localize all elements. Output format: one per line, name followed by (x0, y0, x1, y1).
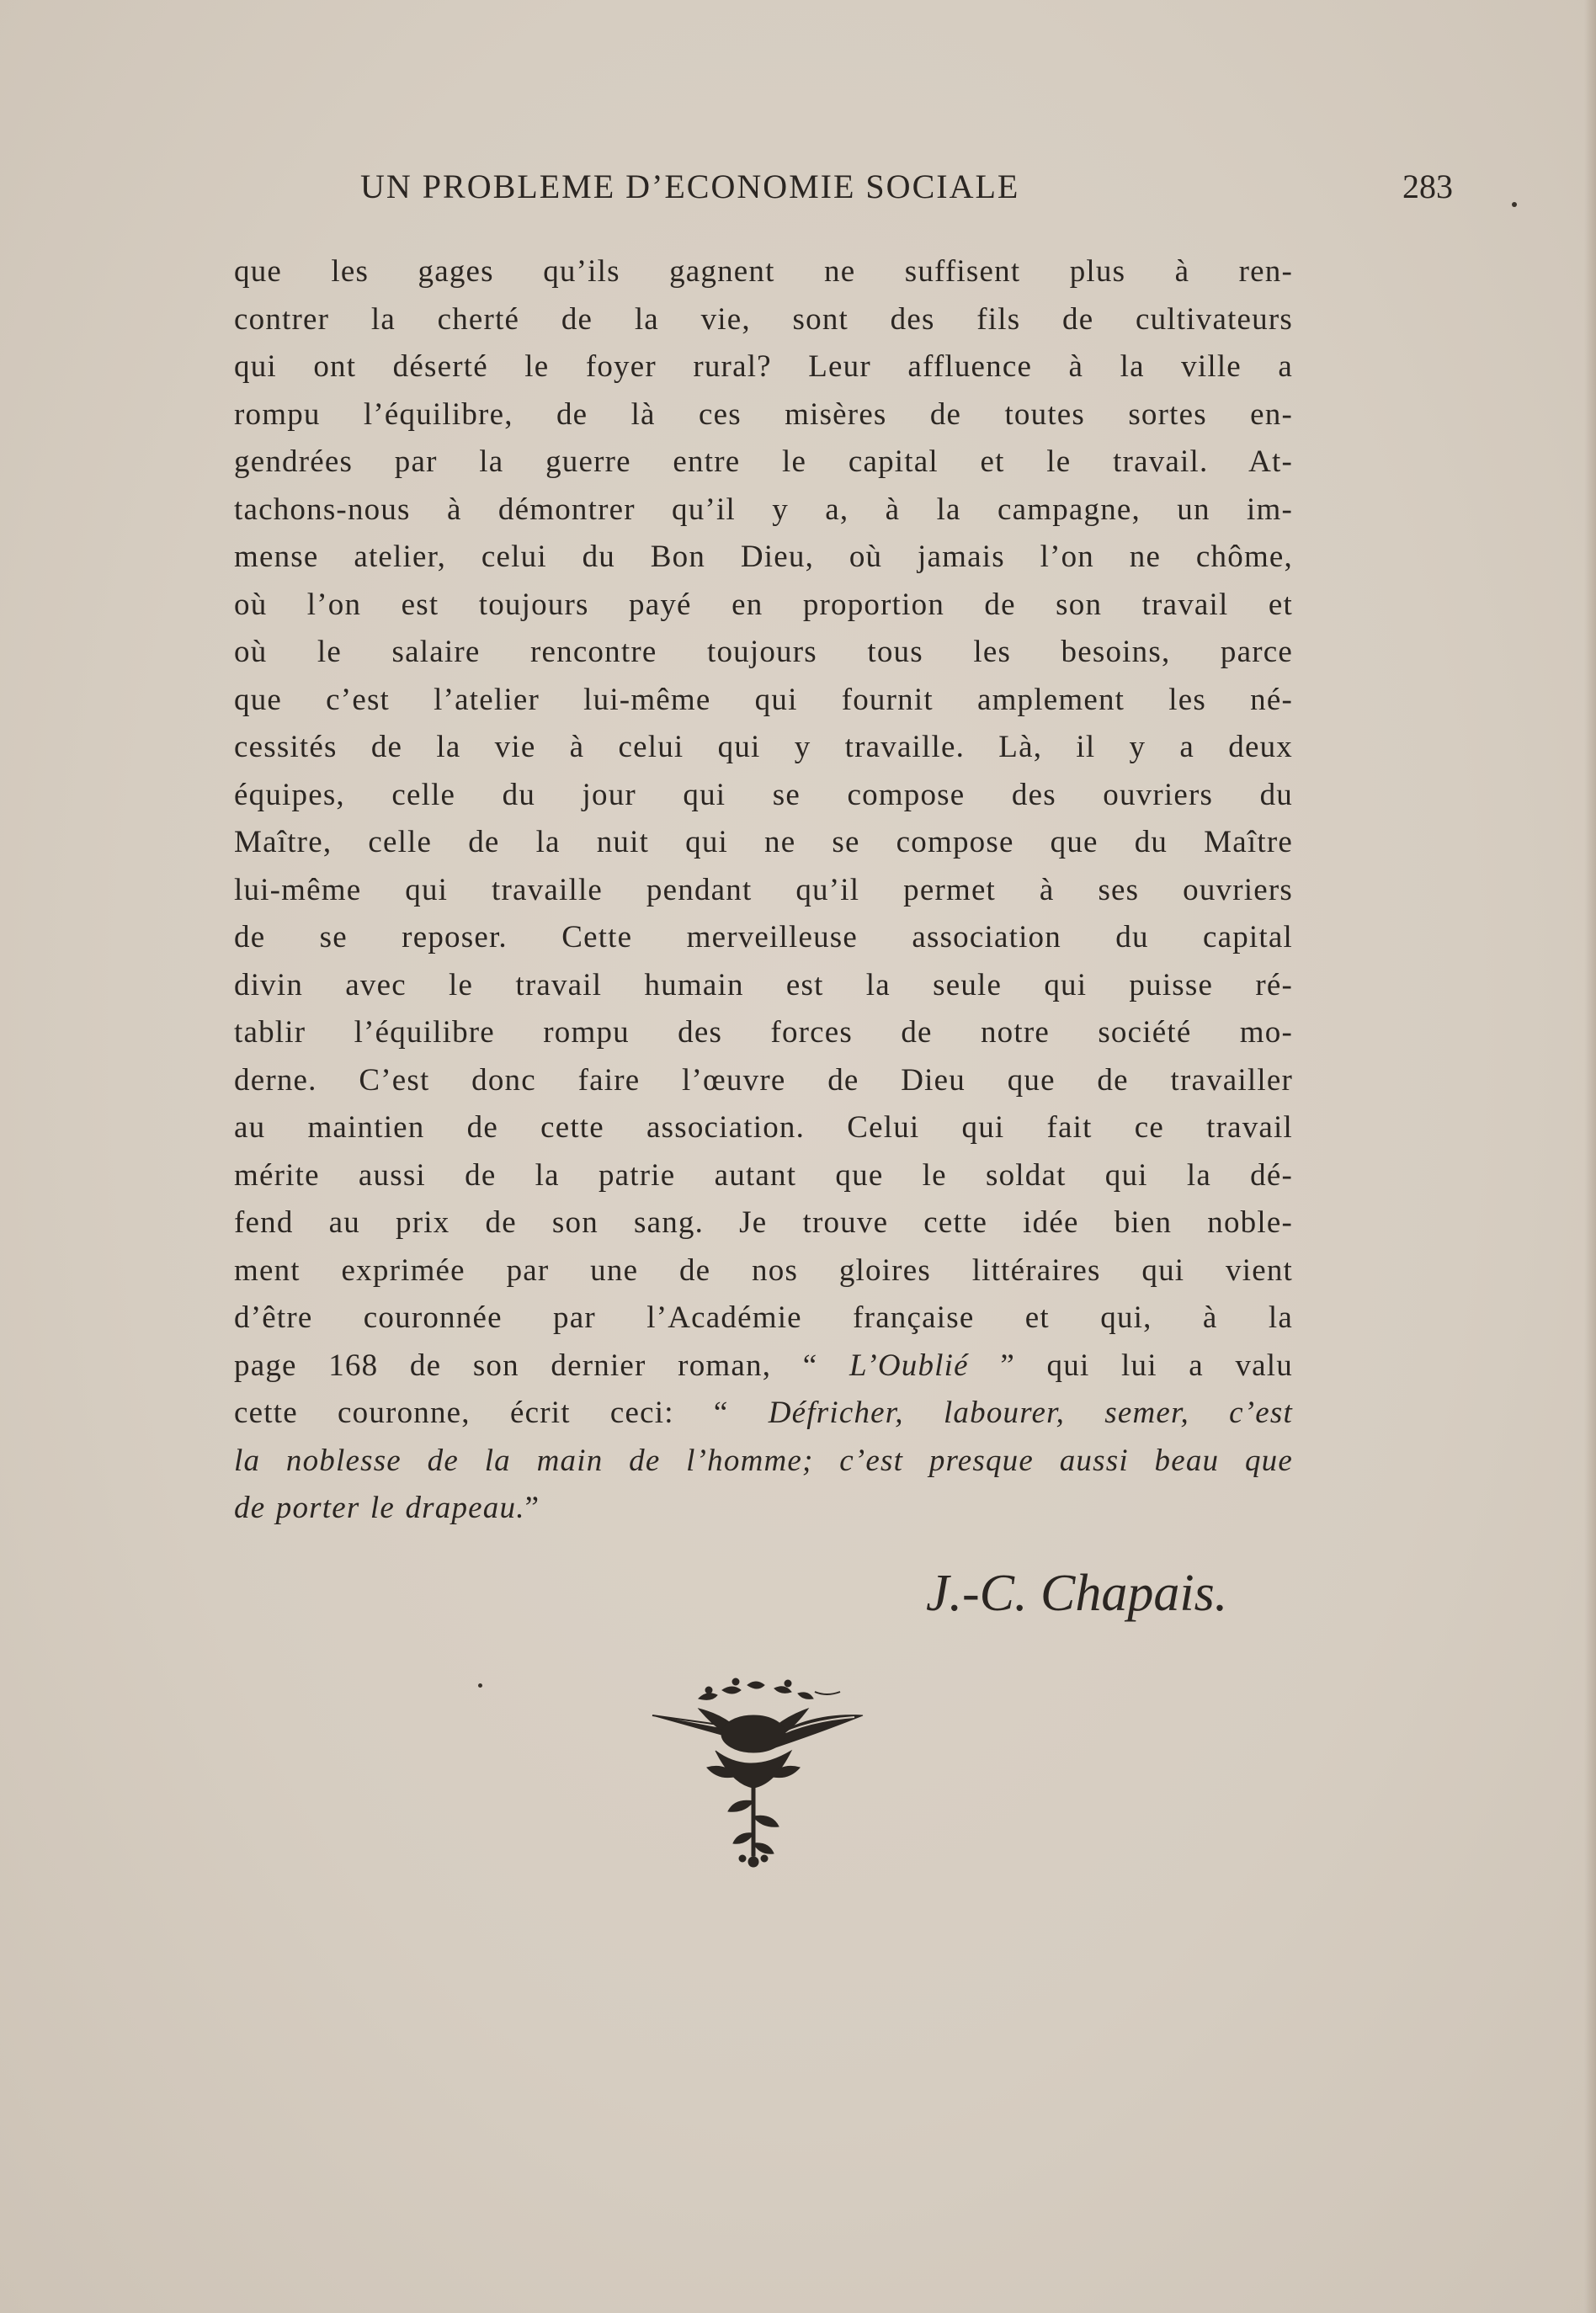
text-segment: lui-même qui travaille pendant qu’il permet à ses ouvriers (234, 872, 1293, 907)
italic-text-segment: la noblesse de la main de l’homme; c’est presque aussi beau que (234, 1443, 1293, 1478)
italic-text-segment: de porter le drapeau. (234, 1491, 525, 1525)
text-segment: gendrées par la guerre entre le capital et le travail. At- (234, 444, 1293, 479)
text-segment: cette couronne, écrit ceci: “ (234, 1396, 769, 1430)
text-line (234, 914, 1293, 962)
text-line (234, 772, 1293, 820)
text-segment: où l’on est toujours payé en proportion de son travail et (234, 587, 1293, 622)
stray-mark (478, 1683, 482, 1688)
text-segment: de se reposer. Cette merveilleuse association du capital (234, 920, 1293, 954)
text-segment: divin avec le travail humain est la seule qui puisse ré- (234, 967, 1293, 1002)
text-line (234, 534, 1293, 582)
text-line (234, 1438, 1293, 1486)
text-line (234, 582, 1293, 630)
text-line (234, 296, 1293, 344)
text-line (234, 1343, 1293, 1390)
text-segment: Maître, celle de la nuit qui ne se compose que du Maître (234, 825, 1293, 859)
running-title: UN PROBLEME D’ECONOMIE SOCIALE (360, 167, 1020, 205)
text-segment: mense atelier, celui du Bon Dieu, où jamais l’on ne chôme, (234, 540, 1293, 574)
text-segment: ment exprimée par une de nos gloires littéraires qui vient (234, 1252, 1293, 1288)
text-segment: au maintien de cette association. Celui qui fait ce travail (234, 1110, 1293, 1145)
text-line (234, 391, 1293, 439)
text-line (234, 439, 1293, 487)
floral-vignette-icon (648, 1675, 875, 1869)
text-segment: contrer la cherté de la vie, sont des fils de cultivateurs (234, 301, 1293, 337)
text-segment: fend au prix de son sang. Je trouve cette idée bien noble- (234, 1205, 1293, 1240)
text-line (234, 819, 1293, 867)
text-segment: où le salaire rencontre toujours tous les besoins, parce (234, 635, 1293, 669)
text-segment: mérite aussi de la patrie autant que le soldat qui la dé- (234, 1157, 1293, 1193)
text-segment: tachons-nous à démontrer qu’il y a, à la campagne, un im- (234, 492, 1293, 527)
text-line (234, 1390, 1293, 1438)
stray-mark (1512, 202, 1517, 207)
text-segment: ” qui lui a valu (968, 1348, 1293, 1383)
page-edge-shadow (1584, 0, 1596, 2313)
text-segment: que c’est l’atelier lui-même qui fournit amplement les né- (234, 682, 1293, 717)
text-line (234, 962, 1293, 1010)
body-text (234, 248, 1293, 1533)
running-header (234, 167, 1453, 210)
text-line (234, 1295, 1293, 1343)
text-line (234, 1199, 1293, 1247)
text-line (234, 724, 1293, 772)
text-line (234, 629, 1293, 677)
text-line (234, 1152, 1293, 1200)
page-number: 283 (1402, 167, 1453, 205)
text-line (234, 487, 1293, 534)
text-line (234, 1104, 1293, 1152)
text-line (234, 1057, 1293, 1105)
italic-text-segment: Défricher, labourer, semer, c’est (768, 1396, 1293, 1430)
text-segment: cessités de la vie à celui qui y travaille. Là, il y a deux (234, 730, 1293, 764)
text-segment: tablir l’équilibre rompu des forces de notre société mo- (234, 1015, 1293, 1050)
text-line (234, 867, 1293, 915)
text-segment: qui ont déserté le foyer rural? Leur affluence à la ville a (234, 349, 1293, 384)
text-line (234, 248, 1293, 296)
text-segment: derne. C’est donc faire l’œuvre de Dieu que de travailler (234, 1062, 1293, 1098)
text-line (234, 343, 1293, 391)
italic-text-segment: L’Oublié (849, 1348, 969, 1383)
text-line (234, 677, 1293, 725)
text-segment: ” (524, 1491, 540, 1525)
text-segment: page 168 de son dernier roman, “ (234, 1348, 849, 1383)
signature: J.-C. Chapais. (926, 1565, 1228, 1622)
text-line (234, 1485, 1293, 1533)
text-line (234, 1009, 1293, 1057)
text-line (234, 1247, 1293, 1295)
text-segment: équipes, celle du jour qui se compose des ouvriers du (234, 777, 1293, 812)
text-segment: rompu l’équilibre, de là ces misères de toutes sortes en- (234, 396, 1293, 432)
text-segment: d’être couronnée par l’Académie française et qui, à la (234, 1300, 1293, 1335)
text-segment: que les gages qu’ils gagnent ne suffisent plus à ren- (234, 254, 1293, 289)
